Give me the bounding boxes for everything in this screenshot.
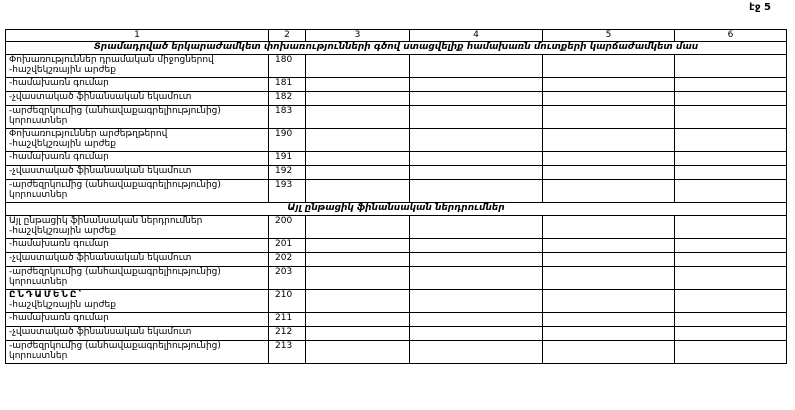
column-header: 2 <box>269 30 306 42</box>
row-label-line: կորուստներ <box>9 116 68 126</box>
row-label-line: կորուստներ <box>9 190 68 200</box>
row-label-line: -չվաստակած ֆինանսական եկամուտ <box>9 253 192 263</box>
value-cell <box>543 216 675 239</box>
row-label-line: -հաշվեկշռային արժեք <box>9 139 116 149</box>
row-code: 211 <box>269 313 306 327</box>
value-cell <box>410 129 543 152</box>
row-code: 201 <box>269 239 306 253</box>
row-code: 212 <box>269 327 306 341</box>
column-header: 3 <box>306 30 410 42</box>
table-row <box>6 152 787 166</box>
row-label <box>6 166 269 180</box>
value-cell <box>306 106 410 129</box>
table-row <box>6 92 787 106</box>
row-label <box>6 313 269 327</box>
value-cell <box>675 290 787 313</box>
row-code: 183 <box>269 106 306 129</box>
row-label-line: -արժեզրկումից (անհավաքագրելիությունից) <box>9 180 221 190</box>
value-cell <box>306 341 410 364</box>
value-cell <box>410 341 543 364</box>
value-cell <box>306 290 410 313</box>
row-code: 181 <box>269 78 306 92</box>
value-cell <box>410 166 543 180</box>
value-cell <box>543 290 675 313</box>
row-label-line: կորուստներ <box>9 351 68 361</box>
value-cell <box>410 216 543 239</box>
row-label-line: -համախառն գումար <box>9 78 109 88</box>
value-cell <box>410 92 543 106</box>
value-cell <box>543 327 675 341</box>
page-number-label: էջ 5 <box>749 2 771 13</box>
value-cell <box>543 55 675 78</box>
value-cell <box>410 152 543 166</box>
value-cell <box>675 239 787 253</box>
column-header: 6 <box>675 30 787 42</box>
column-header: 1 <box>6 30 269 42</box>
row-label-line: -չվաստակած ֆինանսական եկամուտ <box>9 166 192 176</box>
table-row <box>6 55 787 78</box>
row-label <box>6 152 269 166</box>
row-label-line: -համախառն գումար <box>9 239 109 249</box>
row-label <box>6 290 269 313</box>
value-cell <box>410 180 543 203</box>
row-label-line: Փոխառություններ արժեթղթերով <box>9 129 168 139</box>
value-cell <box>306 129 410 152</box>
value-cell <box>410 290 543 313</box>
value-cell <box>410 55 543 78</box>
value-cell <box>675 106 787 129</box>
row-label <box>6 267 269 290</box>
row-label-line: -չվաստակած ֆինանսական եկամուտ <box>9 92 192 102</box>
value-cell <box>543 92 675 106</box>
row-label <box>6 253 269 267</box>
value-cell <box>306 216 410 239</box>
value-cell <box>306 55 410 78</box>
column-header-row <box>6 30 787 42</box>
value-cell <box>543 106 675 129</box>
value-cell <box>543 267 675 290</box>
table-row <box>6 78 787 92</box>
value-cell <box>410 313 543 327</box>
value-cell <box>306 267 410 290</box>
value-cell <box>543 78 675 92</box>
row-label-line: -հաշվեկշռային արժեք <box>9 226 116 236</box>
row-code: 203 <box>269 267 306 290</box>
value-cell <box>306 327 410 341</box>
row-label-line: -համախառն գումար <box>9 152 109 162</box>
value-cell <box>410 78 543 92</box>
value-cell <box>675 313 787 327</box>
value-cell <box>543 313 675 327</box>
table-row <box>6 166 787 180</box>
value-cell <box>675 253 787 267</box>
value-cell <box>675 55 787 78</box>
row-label <box>6 55 269 78</box>
value-cell <box>675 152 787 166</box>
value-cell <box>306 92 410 106</box>
table-row <box>6 239 787 253</box>
section-title-row <box>6 42 787 55</box>
table-row <box>6 106 787 129</box>
value-cell <box>675 78 787 92</box>
row-code: 192 <box>269 166 306 180</box>
row-code: 213 <box>269 341 306 364</box>
value-cell <box>543 152 675 166</box>
table-row <box>6 180 787 203</box>
row-label-line: -չվաստակած ֆինանսական եկամուտ <box>9 327 192 337</box>
value-cell <box>543 239 675 253</box>
row-code: 202 <box>269 253 306 267</box>
table-row <box>6 267 787 290</box>
row-label <box>6 239 269 253</box>
value-cell <box>675 180 787 203</box>
row-label-line: Այլ ընթացիկ ֆինանսական ներդրումներ <box>9 216 203 226</box>
row-label-line: -արժեզրկումից (անհավաքագրելիությունից) <box>9 106 221 116</box>
value-cell <box>543 180 675 203</box>
table-row <box>6 129 787 152</box>
row-label-line: -համախառն գումար <box>9 313 109 323</box>
row-label <box>6 327 269 341</box>
value-cell <box>675 327 787 341</box>
row-code: 193 <box>269 180 306 203</box>
value-cell <box>306 313 410 327</box>
row-label <box>6 106 269 129</box>
row-code: 190 <box>269 129 306 152</box>
row-label-line: -արժեզրկումից (անհավաքագրելիությունից) <box>9 267 221 277</box>
row-label-line: -հաշվեկշռային արժեք <box>9 65 116 75</box>
value-cell <box>543 253 675 267</box>
value-cell <box>543 166 675 180</box>
value-cell <box>543 129 675 152</box>
row-label <box>6 78 269 92</box>
row-code: 182 <box>269 92 306 106</box>
value-cell <box>675 92 787 106</box>
value-cell <box>410 106 543 129</box>
value-cell <box>410 239 543 253</box>
value-cell <box>675 166 787 180</box>
value-cell <box>675 341 787 364</box>
row-label-line: -հաշվեկշռային արժեք <box>9 300 116 310</box>
value-cell <box>306 152 410 166</box>
row-code: 200 <box>269 216 306 239</box>
table-row <box>6 327 787 341</box>
row-code: 191 <box>269 152 306 166</box>
row-label <box>6 341 269 364</box>
table-row <box>6 341 787 364</box>
row-code: 210 <box>269 290 306 313</box>
section-title-row <box>6 203 787 216</box>
value-cell <box>675 129 787 152</box>
value-cell <box>410 253 543 267</box>
row-label <box>6 216 269 239</box>
value-cell <box>675 216 787 239</box>
value-cell <box>306 78 410 92</box>
value-cell <box>675 267 787 290</box>
value-cell <box>410 267 543 290</box>
row-label-line: կորուստներ <box>9 277 68 287</box>
row-label <box>6 129 269 152</box>
row-label-line: -արժեզրկումից (անհավաքագրելիությունից) <box>9 341 221 351</box>
value-cell <box>306 239 410 253</box>
row-code: 180 <box>269 55 306 78</box>
value-cell <box>306 253 410 267</box>
table-row <box>6 216 787 239</box>
table-row <box>6 290 787 313</box>
row-label <box>6 92 269 106</box>
financial-table <box>5 29 787 364</box>
row-label <box>6 180 269 203</box>
section-title: Այլ ընթացիկ ֆինանսական ներդրումներ <box>6 203 787 216</box>
table-row <box>6 313 787 327</box>
value-cell <box>306 180 410 203</box>
value-cell <box>306 166 410 180</box>
row-label-line: ԸՆԴԱՄԵՆԸ՝ <box>9 290 84 300</box>
table-row <box>6 253 787 267</box>
value-cell <box>410 327 543 341</box>
column-header: 5 <box>543 30 675 42</box>
row-label-line: Փոխառություններ դրամական միջոցներով <box>9 55 214 65</box>
section-title: Տրամադրված երկարաժամկետ փոխառությունների գծով ստացվելիք համախառն մուտքերի կարճաժամկետ մաս <box>6 42 787 55</box>
value-cell <box>543 341 675 364</box>
column-header: 4 <box>410 30 543 42</box>
